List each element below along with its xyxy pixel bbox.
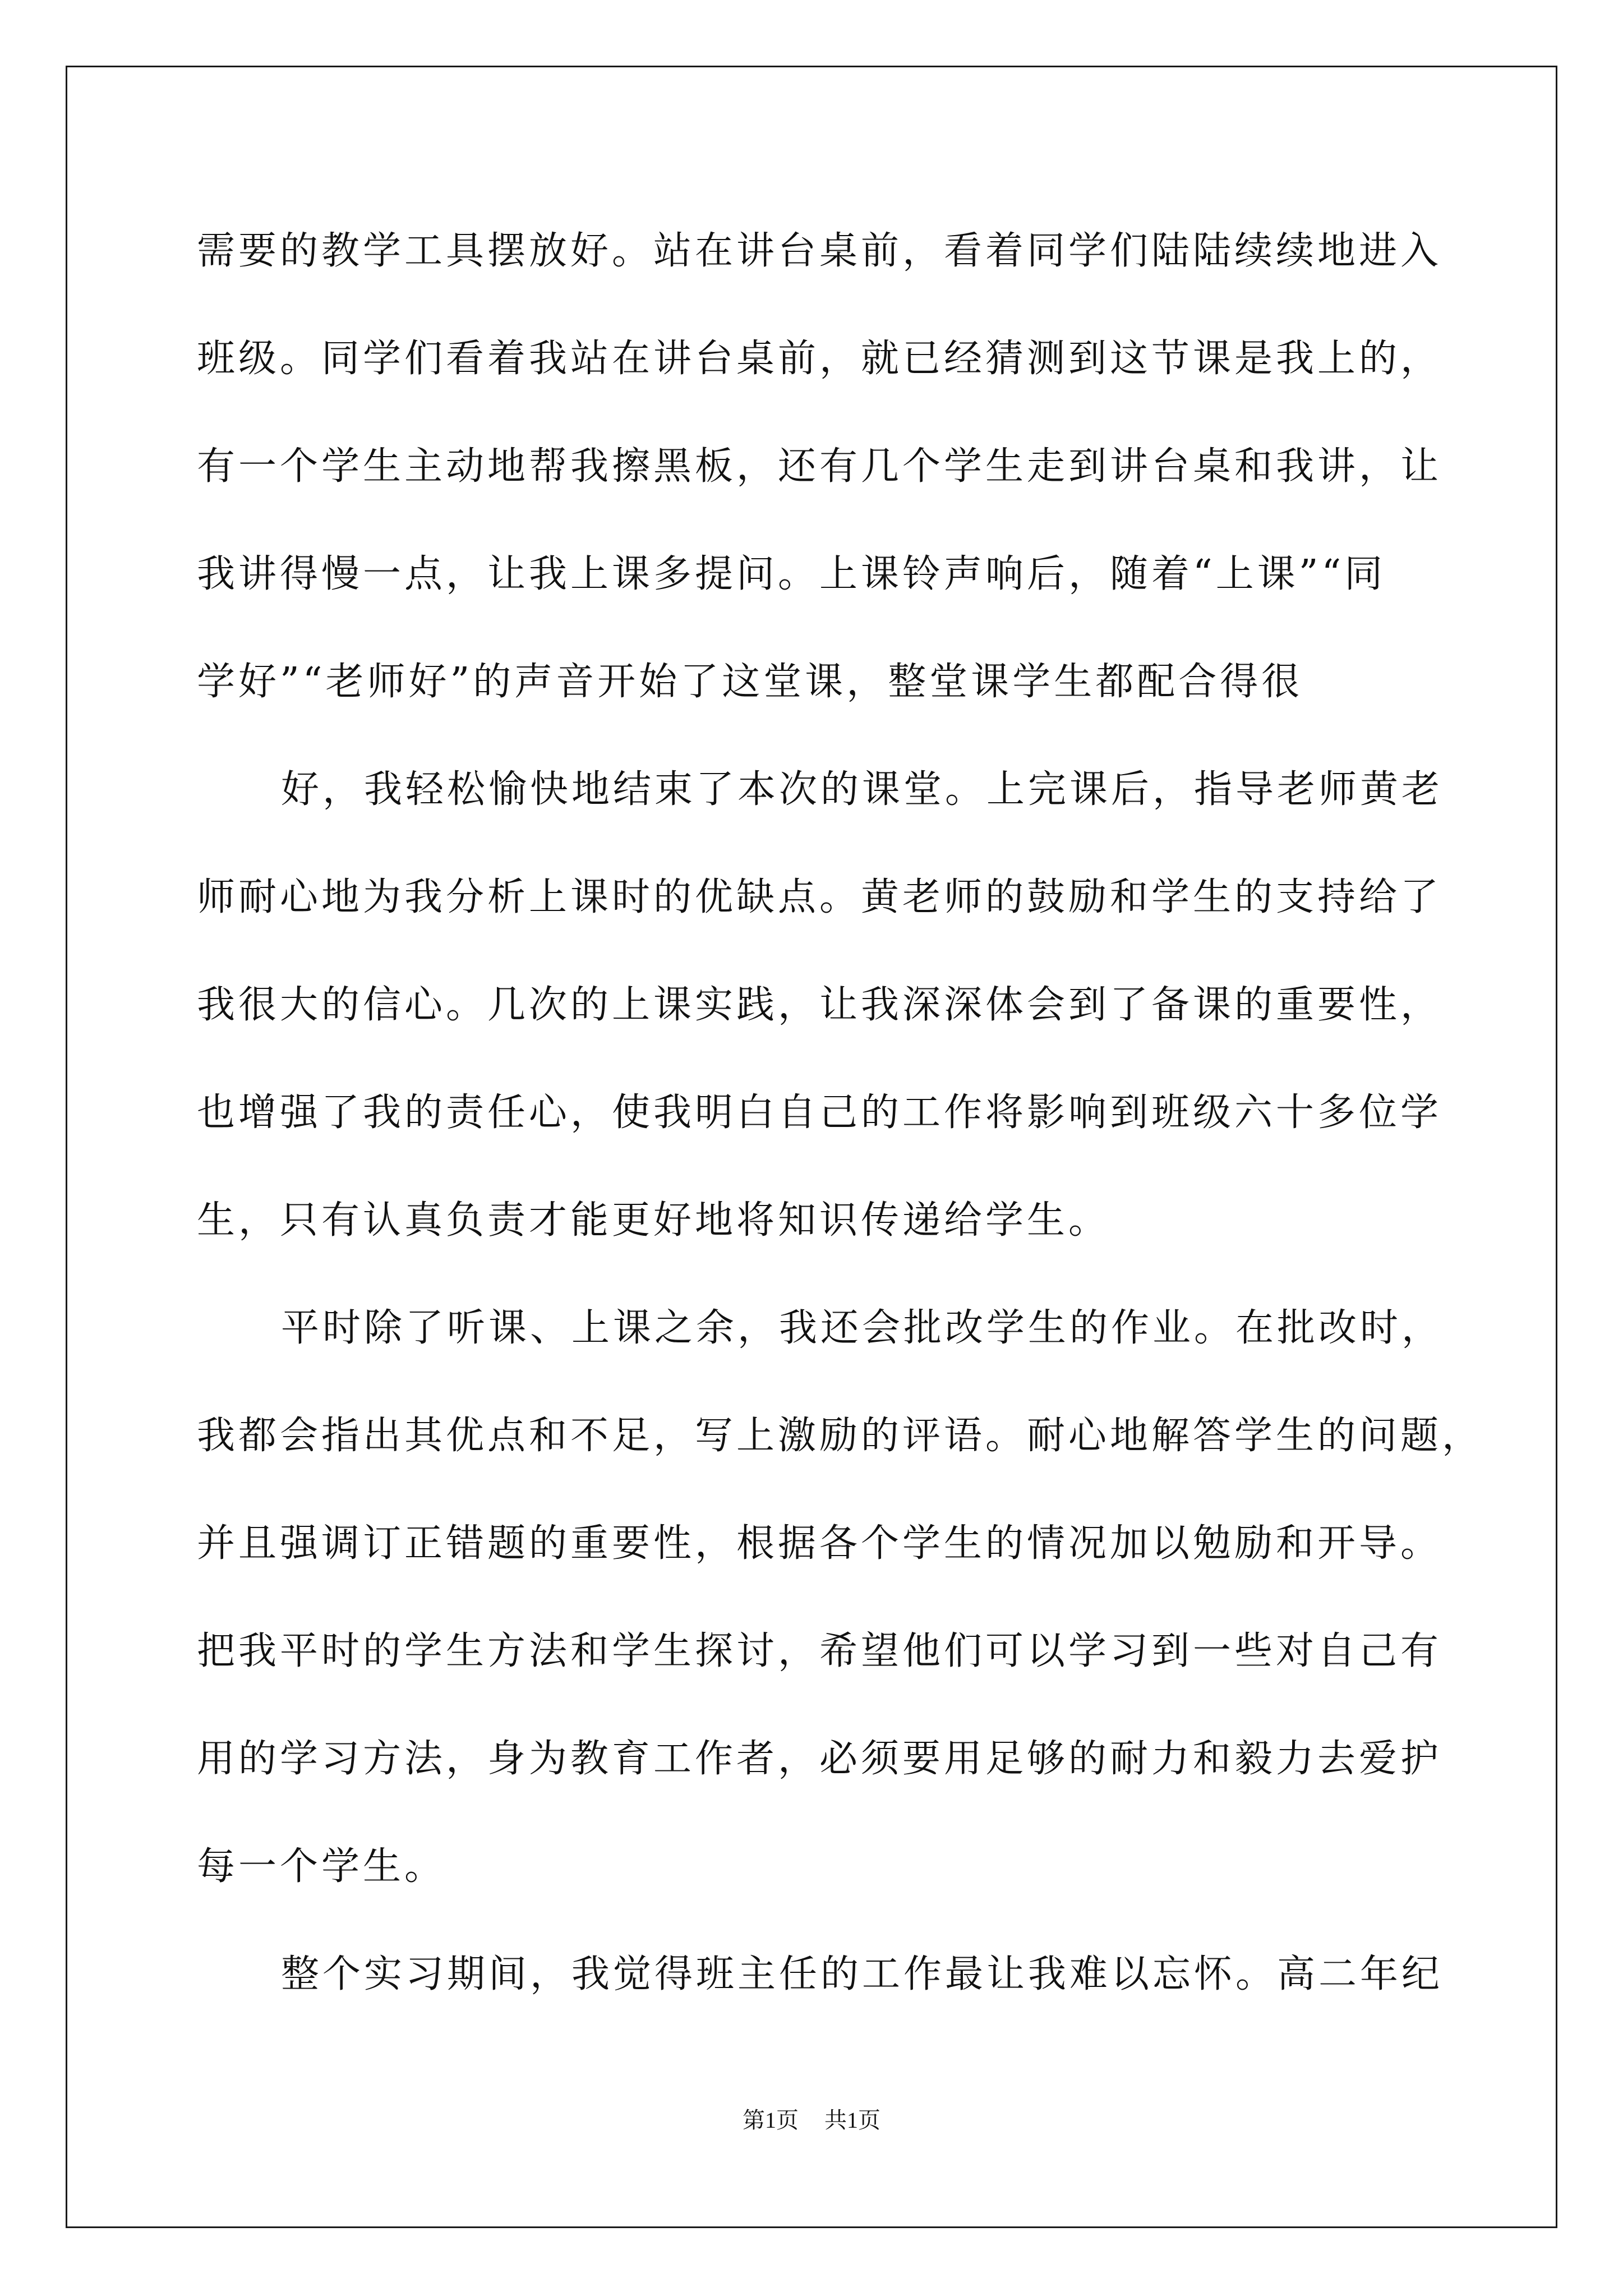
text-line: 我都会指出其优点和不足，写上激励的评语。耐心地解答学生的问题，: [197, 1414, 1484, 1458]
text-line: 师耐心地为我分析上课时的优缺点。黄老师的鼓励和学生的支持给了: [197, 875, 1442, 919]
text-line: 学好”“老师好”的声音开始了这堂课，整堂课学生都配合得很: [197, 660, 1303, 704]
text-line: 平时除了听课、上课之余，我还会批改学生的作业。在批改时，: [281, 1306, 1444, 1350]
page-footer: [0, 2102, 1623, 2134]
text-line: 好，我轻松愉快地结束了本次的课堂。上完课后，指导老师黄老: [281, 767, 1444, 812]
text-line: 也增强了我的责任心，使我明白自己的工作将影响到班级六十多位学: [197, 1091, 1442, 1135]
text-line: 有一个学生主动地帮我擦黑板，还有几个学生走到讲台桌和我讲，让: [197, 444, 1442, 489]
text-line: 需要的教学工具摆放好。站在讲台桌前，看着同学们陆陆续续地进入: [197, 229, 1442, 273]
text-line: 我讲得慢一点，让我上课多提问。上课铃声响后，随着“上课”“同: [197, 552, 1386, 596]
page-total: 共1页: [824, 2108, 880, 2133]
page-number: 第1页: [743, 2108, 799, 2133]
document-body: [197, 218, 1484, 2049]
text-line: 我很大的信心。几次的上课实践，让我深深体会到了备课的重要性，: [197, 983, 1442, 1027]
text-line: 生，只有认真负责才能更好地将知识传递给学生。: [197, 1198, 1110, 1243]
text-line: 把我平时的学生方法和学生探讨，希望他们可以学习到一些对自己有: [197, 1629, 1442, 1673]
text-line: 并且强调订正错题的重要性，根据各个学生的情况加以勉励和开导。: [197, 1521, 1442, 1566]
text-line: 整个实习期间，我觉得班主任的工作最让我难以忘怀。高二年纪: [281, 1952, 1444, 1996]
text-line: 班级。同学们看着我站在讲台桌前，就已经猜测到这节课是我上的，: [197, 337, 1442, 381]
text-line: 每一个学生。: [197, 1844, 446, 1889]
text-line: 用的学习方法，身为教育工作者，必须要用足够的耐力和毅力去爱护: [197, 1737, 1442, 1781]
